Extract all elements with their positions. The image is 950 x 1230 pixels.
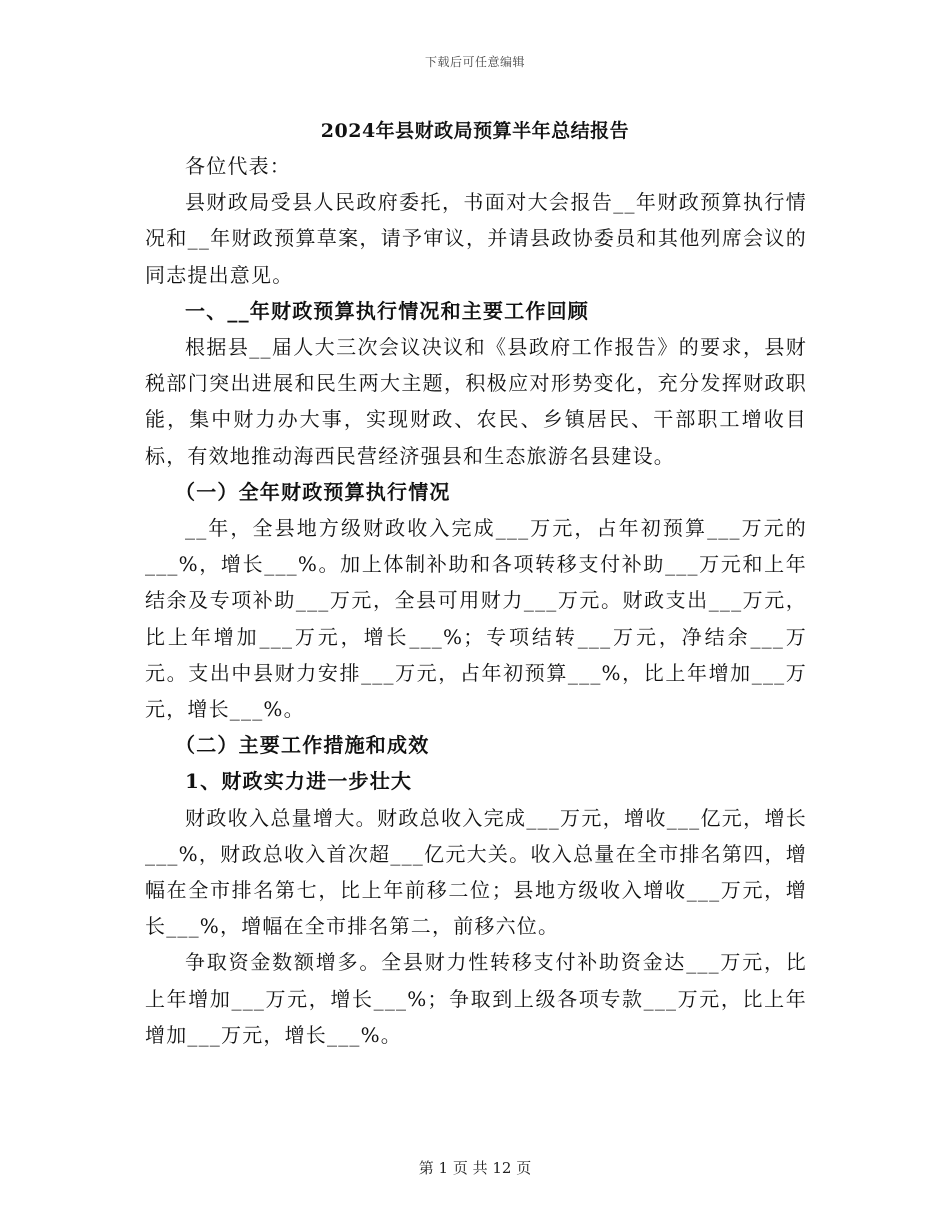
page-title: 2024年县财政局预算半年总结报告 [320, 120, 630, 142]
section-1-paragraph: 根据县__届人大三次会议决议和《县政府工作报告》的要求，县财税部门突出进展和民生两大主题，积极应对形势变化，充分发挥财政职能，集中财力办大事，实现财政、农民、乡镇居民、干部职工增收目标，有效地推动海西民营经济强县和生态旅游名县建设。 [145, 335, 807, 468]
item-1-heading: 1、财政实力进一步壮大 [185, 769, 413, 794]
salutation: 各位代表： [185, 154, 291, 178]
subsection-1-heading: （一）全年财政预算执行情况 [175, 479, 451, 504]
document-body [145, 148, 807, 1053]
header-note: 下载后可任意编辑 [424, 55, 525, 69]
item-1-paragraph-1: 财政收入总量增大。财政总收入完成___万元，增收___亿元，增长___%，财政总收入首次超___亿元大关。收入总量在全市排名第四，增幅在全市排名第七，比上年前移二位；县地方级收入增收___万元，增长___%，增幅在全市排名第二，前移六位。 [145, 805, 807, 939]
item-1-paragraph-2: 争取资金数额增多。全县财力性转移支付补助资金达___万元，比上年增加___万元，增长___%；争取到上级各项专款___万元，比上年增加___万元，增长___%。 [145, 950, 807, 1047]
section-1-heading: 一、__年财政预算执行情况和主要工作回顾 [185, 298, 589, 323]
intro-paragraph: 县财政局受县人民政府委托，书面对大会报告__年财政预算执行情况和__年财政预算草案，请予审议，并请县政协委员和其他列席会议的同志提出意见。 [145, 190, 807, 287]
subsection-1-paragraph: __年，全县地方级财政收入完成___万元，占年初预算___万元的___%，增长___%。加上体制补助和各项转移支付补助___万元和上年结余及专项补助___万元，全县可用财力___万元。财政支出___万元，比上年增加___万元，增长___%；专项结转___万元，净结余___万元。支出中县财力安排___万元，占年初预算___%，比上年增加___万元，增长___%。 [145, 516, 807, 722]
subsection-2-heading: （二）主要工作措施和成效 [175, 733, 430, 758]
page-footer: 第 1 页 共 12 页 [418, 1159, 532, 1177]
